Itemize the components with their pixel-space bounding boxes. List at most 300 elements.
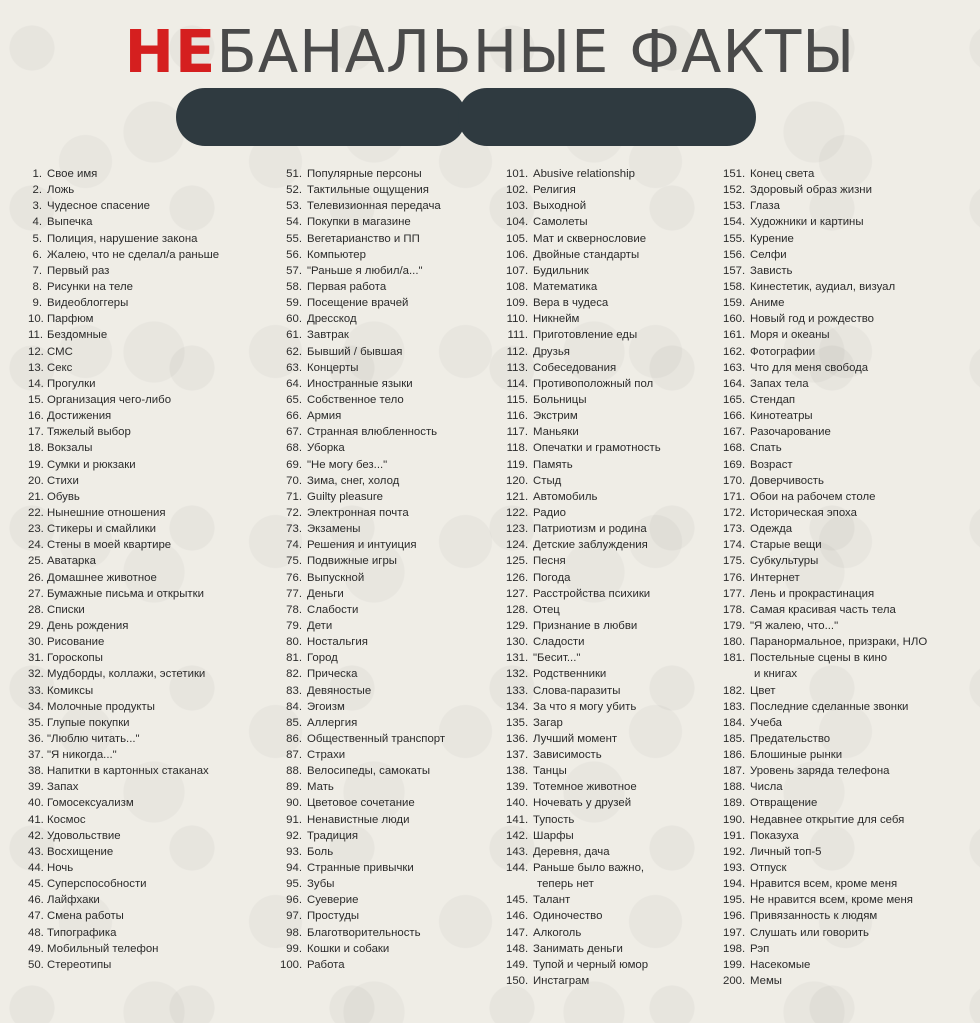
item-number: 154. [723, 216, 746, 229]
list-item [28, 876, 278, 892]
list-item [28, 747, 278, 763]
item-number: 174. [723, 539, 746, 552]
item-number: 66. [286, 410, 302, 423]
list-item [506, 650, 734, 666]
list-item [28, 828, 278, 844]
item-text: Зависть [750, 264, 793, 277]
list-item [506, 521, 734, 537]
item-text: Страхи [307, 749, 346, 762]
item-number: 143. [506, 845, 529, 858]
list-item [506, 505, 734, 521]
item-number: 105. [506, 232, 529, 245]
list-item [28, 570, 278, 586]
item-number: 129. [506, 619, 529, 632]
item-number: 48. [28, 926, 44, 939]
item-text: Ностальгия [307, 636, 368, 649]
list-item [280, 763, 508, 779]
item-text: Тактильные ощущения [307, 184, 429, 197]
item-number: 191. [723, 829, 746, 842]
item-number: 45. [28, 878, 44, 891]
item-number: 95. [286, 878, 302, 891]
list-item [723, 925, 980, 941]
item-text: Аниме [750, 297, 785, 310]
list-item [723, 941, 980, 957]
item-text: Стереотипы [47, 958, 112, 971]
list-item [280, 570, 508, 586]
list-item [506, 214, 734, 230]
item-number: 114. [506, 377, 528, 390]
item-number: 138. [506, 765, 529, 778]
item-text: Тупой и черный юмор [533, 958, 649, 971]
list-item [28, 650, 278, 666]
list-item [280, 812, 508, 828]
item-number: 62. [286, 345, 302, 358]
item-text: Ложь [47, 184, 75, 197]
list-item [723, 908, 980, 924]
item-text: "Я жалею, что..." [750, 619, 839, 632]
list-item [28, 327, 278, 343]
list-item [506, 957, 734, 973]
item-number: 192. [723, 845, 746, 858]
item-text: Танцы [533, 765, 567, 778]
item-number: 141. [506, 813, 529, 826]
list-item [723, 844, 980, 860]
item-number: 29. [28, 619, 44, 632]
item-number: 51. [286, 168, 302, 180]
item-text: Стыд [533, 474, 562, 487]
item-text: Чудесное спасение [47, 200, 150, 213]
item-number: 196. [723, 910, 746, 923]
item-text: Глупые покупки [47, 716, 130, 729]
list-item [280, 908, 508, 924]
item-text: Тяжелый выбор [47, 426, 131, 439]
item-text: Вегетарианство и ПП [307, 232, 420, 245]
list-item [280, 214, 508, 230]
item-number: 42. [28, 829, 44, 842]
item-number: 166. [723, 410, 746, 423]
list-item [28, 457, 278, 473]
item-text: Что для меня свобода [750, 361, 869, 374]
list-item [28, 957, 278, 973]
item-text: Здоровый образ жизни [750, 184, 872, 197]
list-item [506, 360, 734, 376]
list-item [506, 586, 734, 602]
list-item [280, 311, 508, 327]
item-number: 159. [723, 297, 746, 310]
item-number: 160. [723, 313, 746, 326]
item-text: Радио [533, 506, 566, 519]
list-item [280, 634, 508, 650]
list-item [28, 279, 278, 295]
item-number: 28. [28, 603, 44, 616]
item-text: Деревня, дача [533, 845, 610, 858]
list-item [280, 327, 508, 343]
item-number: 194. [723, 878, 746, 891]
item-number: 57. [286, 264, 302, 277]
list-item [506, 925, 734, 941]
item-text: Молочные продукты [47, 700, 155, 713]
title-highlight: НЕ [124, 17, 217, 86]
item-text: Домашнее животное [47, 571, 157, 584]
list-item [28, 295, 278, 311]
facts-list [0, 166, 980, 1016]
list-item [28, 263, 278, 279]
item-text: Моря и океаны [750, 329, 830, 342]
item-number: 36. [28, 732, 44, 745]
item-number: 2. [32, 184, 42, 197]
item-number: 139. [506, 781, 529, 794]
item-number: 72. [286, 506, 302, 519]
item-text: Guilty pleasure [307, 490, 383, 503]
item-text: Кошки и собаки [307, 942, 390, 955]
item-text: Работа [307, 958, 345, 971]
item-number: 158. [723, 280, 746, 293]
item-number: 17. [28, 426, 44, 439]
item-text: Привязанность к людям [750, 910, 878, 923]
item-number: 15. [28, 393, 44, 406]
item-number: 124. [506, 539, 529, 552]
item-number: 122. [506, 506, 529, 519]
item-number: 16. [28, 410, 44, 423]
title-rest: БАНАЛЬНЫЕ ФАКТЫ [216, 17, 856, 86]
item-text: Новый год и рождество [750, 313, 874, 326]
item-number: 68. [286, 442, 302, 455]
item-text: Боль [307, 845, 334, 858]
item-text: Комиксы [47, 684, 94, 697]
item-text: Нравится всем, кроме меня [750, 878, 898, 891]
item-text: Глаза [750, 200, 780, 213]
list-item [280, 424, 508, 440]
item-number: 112. [506, 345, 528, 358]
item-text: Тупость [533, 813, 575, 826]
item-text: "Люблю читать..." [47, 732, 140, 745]
item-number: 87. [286, 749, 302, 762]
item-text: Опечатки и грамотность [533, 442, 661, 455]
item-text: Уровень заряда телефона [750, 765, 890, 778]
item-number: 193. [723, 862, 746, 875]
item-text: Зима, снег, холод [307, 474, 400, 487]
list-item [280, 166, 508, 182]
list-item [280, 489, 508, 505]
list-item [506, 860, 734, 876]
item-text: Мудборды, коллажи, эстетики [47, 668, 206, 681]
list-item [280, 360, 508, 376]
list-item [28, 214, 278, 230]
list-item [28, 198, 278, 214]
item-text: Приготовление еды [533, 329, 638, 342]
item-text: Слушать или говорить [750, 926, 869, 939]
item-number: 77. [286, 587, 302, 600]
item-number: 75. [286, 555, 302, 568]
item-number: 145. [506, 894, 529, 907]
list-item [723, 763, 980, 779]
item-text: Селфи [750, 248, 787, 261]
list-item [506, 892, 734, 908]
item-number: 127. [506, 587, 529, 600]
list-item [280, 666, 508, 682]
item-text: Друзья [533, 345, 570, 358]
item-number: 107. [506, 264, 529, 277]
list-item [28, 892, 278, 908]
item-text: Концерты [307, 361, 359, 374]
item-number: 183. [723, 700, 746, 713]
item-text: Автомобиль [533, 490, 598, 503]
item-text: Электронная почта [307, 506, 409, 519]
list-item [506, 876, 734, 892]
list-item [280, 860, 508, 876]
item-text: Гороскопы [47, 652, 103, 665]
item-text: Погода [533, 571, 571, 584]
item-number: 133. [506, 684, 529, 697]
list-item [280, 182, 508, 198]
item-text: Достижения [47, 410, 112, 423]
item-number: 78. [286, 603, 302, 616]
list-item [28, 925, 278, 941]
list-item [506, 166, 734, 182]
list-item [723, 279, 980, 295]
item-text: "Бесит..." [533, 652, 581, 665]
item-text: Мать [307, 781, 334, 794]
list-item [723, 570, 980, 586]
item-text: Отец [533, 603, 560, 616]
item-number: 188. [723, 781, 746, 794]
item-text: Дети [307, 619, 333, 632]
list-item [28, 537, 278, 553]
item-text: Цвет [750, 684, 776, 697]
item-text: Решения и интуиция [307, 539, 417, 552]
item-number: 83. [286, 684, 302, 697]
item-text: Ненавистные люди [307, 813, 410, 826]
item-number: 79. [286, 619, 302, 632]
list-item [28, 715, 278, 731]
list-item [723, 683, 980, 699]
list-item [28, 505, 278, 521]
item-text: Стены в моей квартире [47, 539, 172, 552]
list-item [280, 795, 508, 811]
item-text: Лень и прокрастинация [750, 587, 875, 600]
item-number: 52. [286, 184, 302, 197]
list-item [28, 440, 278, 456]
item-number: 134. [506, 700, 529, 713]
item-text: Блошиные рынки [750, 749, 843, 762]
item-number: 135. [506, 716, 529, 729]
page-title [0, 16, 980, 88]
item-text: Странные привычки [307, 862, 414, 875]
item-text: Слабости [307, 603, 359, 616]
item-text: Жалею, что не сделал/а раньше [47, 248, 220, 261]
item-number: 47. [28, 910, 44, 923]
list-item [506, 263, 734, 279]
list-item [723, 344, 980, 360]
item-number: 120. [506, 474, 529, 487]
item-text: Доверчивость [750, 474, 824, 487]
item-text: "Я никогда..." [47, 749, 117, 762]
list-item [280, 279, 508, 295]
item-number: 152. [723, 184, 746, 197]
item-number: 118. [506, 442, 528, 455]
list-item [506, 311, 734, 327]
item-text: Числа [750, 781, 783, 794]
item-number: 147. [506, 926, 529, 939]
list-item [723, 392, 980, 408]
item-number: 171. [723, 490, 746, 503]
item-number: 85. [286, 716, 302, 729]
item-number: 150. [506, 975, 529, 988]
item-number: 46. [28, 894, 44, 907]
item-number: 104. [506, 216, 529, 229]
list-item [723, 731, 980, 747]
list-item [506, 424, 734, 440]
list-item [280, 376, 508, 392]
list-item [723, 618, 980, 634]
list-item [28, 860, 278, 876]
list-item [280, 683, 508, 699]
list-item [28, 376, 278, 392]
item-number: 184. [723, 716, 746, 729]
list-item [280, 650, 508, 666]
list-item [723, 327, 980, 343]
item-text: Отвращение [750, 797, 818, 810]
list-item [280, 231, 508, 247]
list-item [506, 634, 734, 650]
item-number: 60. [286, 313, 302, 326]
item-number: 92. [286, 829, 302, 842]
item-text: Слова-паразиты [533, 684, 621, 697]
item-number: 43. [28, 845, 44, 858]
item-number: 54. [286, 216, 302, 229]
list-item [280, 731, 508, 747]
item-text: Детские заблуждения [533, 539, 648, 552]
item-text: Смена работы [47, 910, 124, 923]
item-number: 146. [506, 910, 529, 923]
list-item [506, 618, 734, 634]
item-number: 33. [28, 684, 44, 697]
item-text: Возраст [750, 458, 793, 471]
item-number: 34. [28, 700, 44, 713]
list-item [723, 602, 980, 618]
item-number: 102. [506, 184, 529, 197]
item-text: Зависимость [533, 749, 602, 762]
item-number: 180. [723, 636, 746, 649]
item-text: Посещение врачей [307, 297, 409, 310]
item-text: Одежда [750, 523, 793, 536]
item-text: Экстрим [533, 410, 578, 423]
item-number: 186. [723, 749, 746, 762]
item-text: Секс [47, 361, 73, 374]
item-number: 99. [286, 942, 302, 955]
item-number: 37. [28, 749, 44, 762]
list-item [506, 570, 734, 586]
item-text: Занимать деньги [533, 942, 623, 955]
item-text: Популярные персоны [307, 168, 422, 180]
list-item [506, 392, 734, 408]
item-number: 97. [286, 910, 302, 923]
item-text: Не нравится всем, кроме меня [750, 894, 913, 907]
list-item [28, 473, 278, 489]
item-number: 74. [286, 539, 302, 552]
list-item [280, 505, 508, 521]
list-item [28, 683, 278, 699]
item-text: Предательство [750, 732, 831, 745]
item-number: 173. [723, 523, 746, 536]
item-number: 111. [507, 329, 528, 342]
item-text: Ночь [47, 862, 74, 875]
list-item [723, 231, 980, 247]
list-item [506, 747, 734, 763]
item-number: 170. [723, 474, 746, 487]
list-item [506, 715, 734, 731]
list-item [506, 666, 734, 682]
item-text: Восхищение [47, 845, 114, 858]
list-item [506, 198, 734, 214]
list-item [723, 634, 980, 650]
item-number: 108. [506, 280, 529, 293]
list-item [506, 812, 734, 828]
item-number: 7. [32, 264, 42, 277]
list-item [506, 344, 734, 360]
list-item [28, 408, 278, 424]
item-text: Армия [307, 410, 342, 423]
item-text: За что я могу убить [533, 700, 637, 713]
item-text: Город [307, 652, 338, 665]
item-number: 24. [28, 539, 44, 552]
list-item [280, 779, 508, 795]
item-number: 178. [723, 603, 746, 616]
list-item [723, 699, 980, 715]
item-text: Лучший момент [533, 732, 618, 745]
list-item [723, 812, 980, 828]
item-text: Разочарование [750, 426, 831, 439]
item-text: Противоположный пол [533, 377, 654, 390]
list-item [28, 731, 278, 747]
item-text: "Раньше я любил/а..." [307, 264, 423, 277]
item-number: 27. [28, 587, 44, 600]
item-text: Цветовое сочетание [307, 797, 415, 810]
list-item [506, 440, 734, 456]
item-number: 82. [286, 668, 302, 681]
item-text: Математика [533, 280, 598, 293]
item-number: 190. [723, 813, 746, 826]
item-text: Спать [750, 442, 782, 455]
item-number: 119. [506, 458, 528, 471]
item-number: 101. [506, 168, 529, 180]
item-text: Конец света [750, 168, 815, 180]
item-number: 153. [723, 200, 746, 213]
item-number: 10. [28, 313, 44, 326]
list-item [506, 231, 734, 247]
facts-column-4 [723, 166, 980, 989]
item-text: Простуды [307, 910, 360, 923]
list-item [280, 537, 508, 553]
item-text: Мемы [750, 975, 782, 988]
list-item [28, 311, 278, 327]
list-item [280, 699, 508, 715]
item-number: 35. [28, 716, 44, 729]
list-item [280, 553, 508, 569]
item-number: 80. [286, 636, 302, 649]
item-text: Экзамены [307, 523, 361, 536]
item-text: Талант [533, 894, 571, 907]
list-item [280, 392, 508, 408]
item-number: 93. [286, 845, 302, 858]
list-item [723, 586, 980, 602]
item-text: Суеверие [307, 894, 359, 907]
list-item [506, 908, 734, 924]
item-text: Завтрак [307, 329, 349, 342]
item-text: Велосипеды, самокаты [307, 765, 431, 778]
item-text: Кинестетик, аудиал, визуал [750, 280, 896, 293]
list-item [506, 376, 734, 392]
